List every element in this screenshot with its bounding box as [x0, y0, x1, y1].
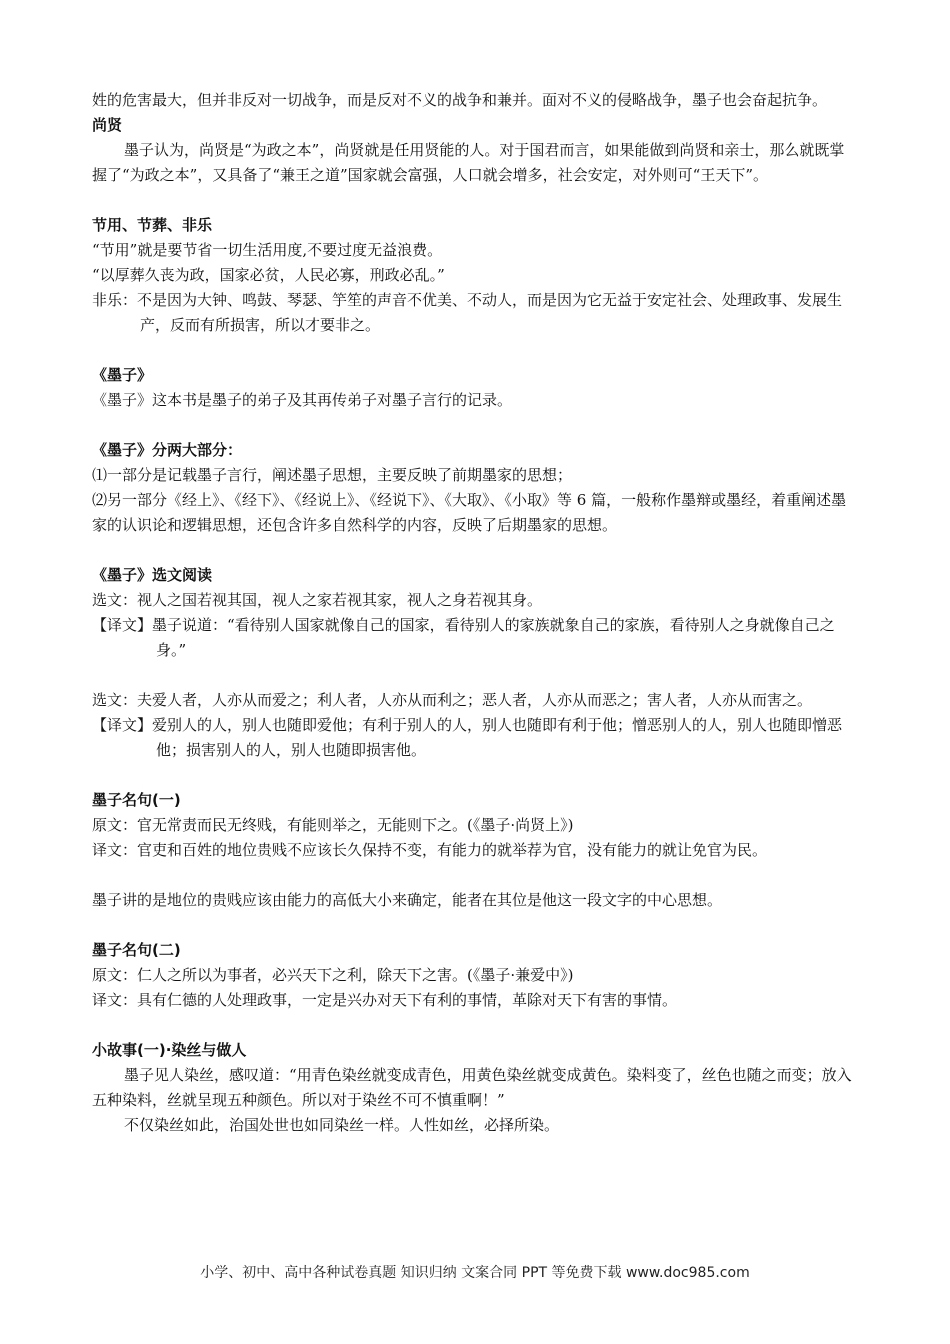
story-paragraph-1: 墨子见人染丝，感叹道：“用青色染丝就变成青色，用黄色染丝就变成黄色。染料变了，丝色也随之而变；放入五种染料，丝就呈现五种颜色。所以对于染丝不可不慎重啊！”	[92, 1066, 852, 1109]
heading-shangxian: 尚贤	[92, 116, 123, 134]
quote-1-translation: 译文：官吏和百姓的地位贵贱不应该长久保持不变，有能力的就举荐为官，没有能力的就让免官为民。	[92, 841, 768, 859]
quote-2-original: 原文：仁人之所以为事者，必兴天下之利，除天下之害。(《墨子·兼爱中》)	[92, 966, 574, 984]
jieyong-line-3: 非乐：不是因为大钟、鸣鼓、琴瑟、竽笙的声音不优美、不动人，而是因为它无益于安定社会、处理政事、发展生产，反而有所损害，所以才要非之。	[92, 291, 843, 334]
heading-reading: 《墨子》选文阅读	[92, 566, 213, 584]
heading-mozi-book: 《墨子》	[92, 366, 153, 384]
heading-quote-2: 墨子名句(二)	[92, 941, 181, 959]
story-paragraph-2: 不仅染丝如此，治国处世也如同染丝一样。人性如丝，必择所染。	[124, 1116, 560, 1134]
parts-item-1: ⑴一部分是记载墨子言行，阐述墨子思想，主要反映了前期墨家的思想；	[92, 466, 573, 484]
heading-jieyong: 节用、节葬、非乐	[92, 216, 213, 234]
heading-parts: 《墨子》分两大部分：	[92, 441, 243, 459]
quote-1-comment: 墨子讲的是地位的贵贱应该由能力的高低大小来确定，能者在其位是他这一段文字的中心思想。	[92, 891, 723, 909]
mozi-book-line: 《墨子》这本书是墨子的弟子及其再传弟子对墨子言行的记录。	[92, 391, 513, 409]
reading-text-1: 选文：视人之国若视其国，视人之家若视其家，视人之身若视其身。	[92, 591, 543, 609]
footer-text: 小学、初中、高中各种试卷真题 知识归纳 文案合同 PPT 等免费下载 www.doc985.com	[200, 1265, 750, 1281]
reading-translation-1: 【译文】墨子说道：“看待别人国家就像自己的国家，看待别人的家族就象自己的家族，看待别人之身就像自己之身。”	[92, 616, 835, 659]
document-page	[92, 88, 858, 1138]
reading-translation-2: 【译文】爱别人的人，别人也随即爱他；有利于别人的人，别人也随即有利于他；憎恶别人的人，别人也随即憎恶他；损害别人的人，别人也随即损害他。	[92, 716, 843, 759]
quote-1-original: 原文：官无常责而民无终贱，有能则举之，无能则下之。(《墨子·尚贤上》)	[92, 816, 574, 834]
quote-2-translation: 译文：具有仁德的人处理政事，一定是兴办对天下有利的事情，革除对天下有害的事情。	[92, 991, 678, 1009]
shangxian-paragraph: 墨子认为，尚贤是“为政之本”，尚贤就是任用贤能的人。对于国君而言，如果能做到尚贤和亲士，那么就既掌握了“为政之本”，又具备了“兼王之道”国家就会富强，人口就会增多，社会安定，对外则可“王天下”。	[92, 141, 845, 184]
jieyong-line-1: “节用”就是要节省一切生活用度,不要过度无益浪费。	[92, 241, 443, 259]
intro-paragraph: 姓的危害最大，但并非反对一切战争，而是反对不义的战争和兼并。面对不义的侵略战争，墨子也会奋起抗争。	[92, 91, 828, 109]
parts-item-2: ⑵另一部分《经上》、《经下》、《经说上》、《经说下》、《大取》、《小取》等 6 篇，一般称作墨辩或墨经，着重阐述墨家的认识论和逻辑思想，还包含许多自然科学的内容，反映了后期墨家的思想。	[92, 491, 847, 534]
heading-quote-1: 墨子名句(一)	[92, 791, 181, 809]
jieyong-line-2: “以厚葬久丧为政，国家必贫，人民必寡，刑政必乱。”	[92, 266, 445, 284]
heading-story: 小故事(一)·染丝与做人	[92, 1041, 247, 1059]
reading-text-2: 选文：夫爱人者，人亦从而爱之；利人者，人亦从而利之；恶人者，人亦从而恶之；害人者，人亦从而害之。	[92, 691, 813, 709]
